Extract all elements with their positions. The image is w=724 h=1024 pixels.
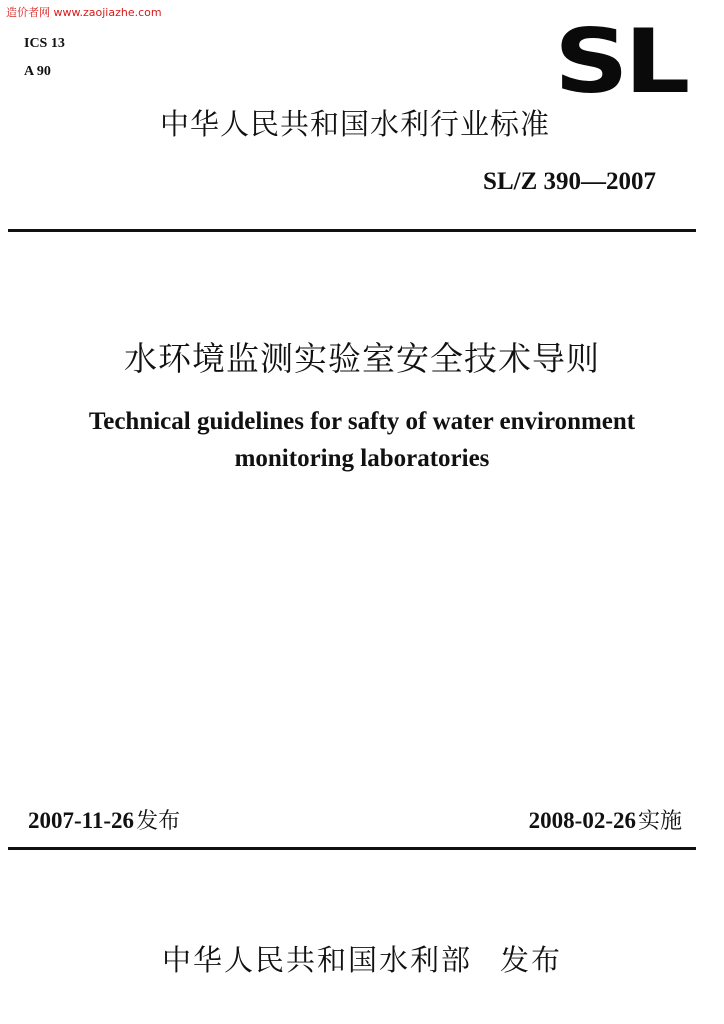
implementation-date-block xyxy=(529,804,682,835)
watermark-text: 造价者网 www.zaojiazhe.com xyxy=(6,6,162,19)
implementation-label: 实施 xyxy=(637,809,682,834)
publisher-name: 中华人民共和国水利部 xyxy=(161,943,472,977)
issue-date: 2007-11-26 xyxy=(28,808,135,833)
document-title-english-line2: monitoring laboratories xyxy=(234,445,490,472)
sl-logo: SL xyxy=(554,10,686,113)
document-title-chinese: 水环境监测实验室安全技术导则 xyxy=(124,339,600,378)
issue-label: 发布 xyxy=(136,809,181,834)
implementation-date: 2008-02-26 xyxy=(528,808,636,833)
ics-code: ICS 13 xyxy=(24,36,65,51)
ccs-code: A 90 xyxy=(24,64,51,79)
publisher-line xyxy=(0,938,724,979)
publisher-label: 发布 xyxy=(500,943,563,977)
bottom-divider xyxy=(8,847,696,850)
organization-title: 中华人民共和国水利行业标准 xyxy=(160,107,551,141)
top-divider xyxy=(8,229,696,232)
document-title-english-line1: Technical guidelines for safty of water environment xyxy=(88,408,636,435)
standard-number: SL/Z 390—2007 xyxy=(483,168,656,195)
issue-date-block xyxy=(28,804,180,835)
